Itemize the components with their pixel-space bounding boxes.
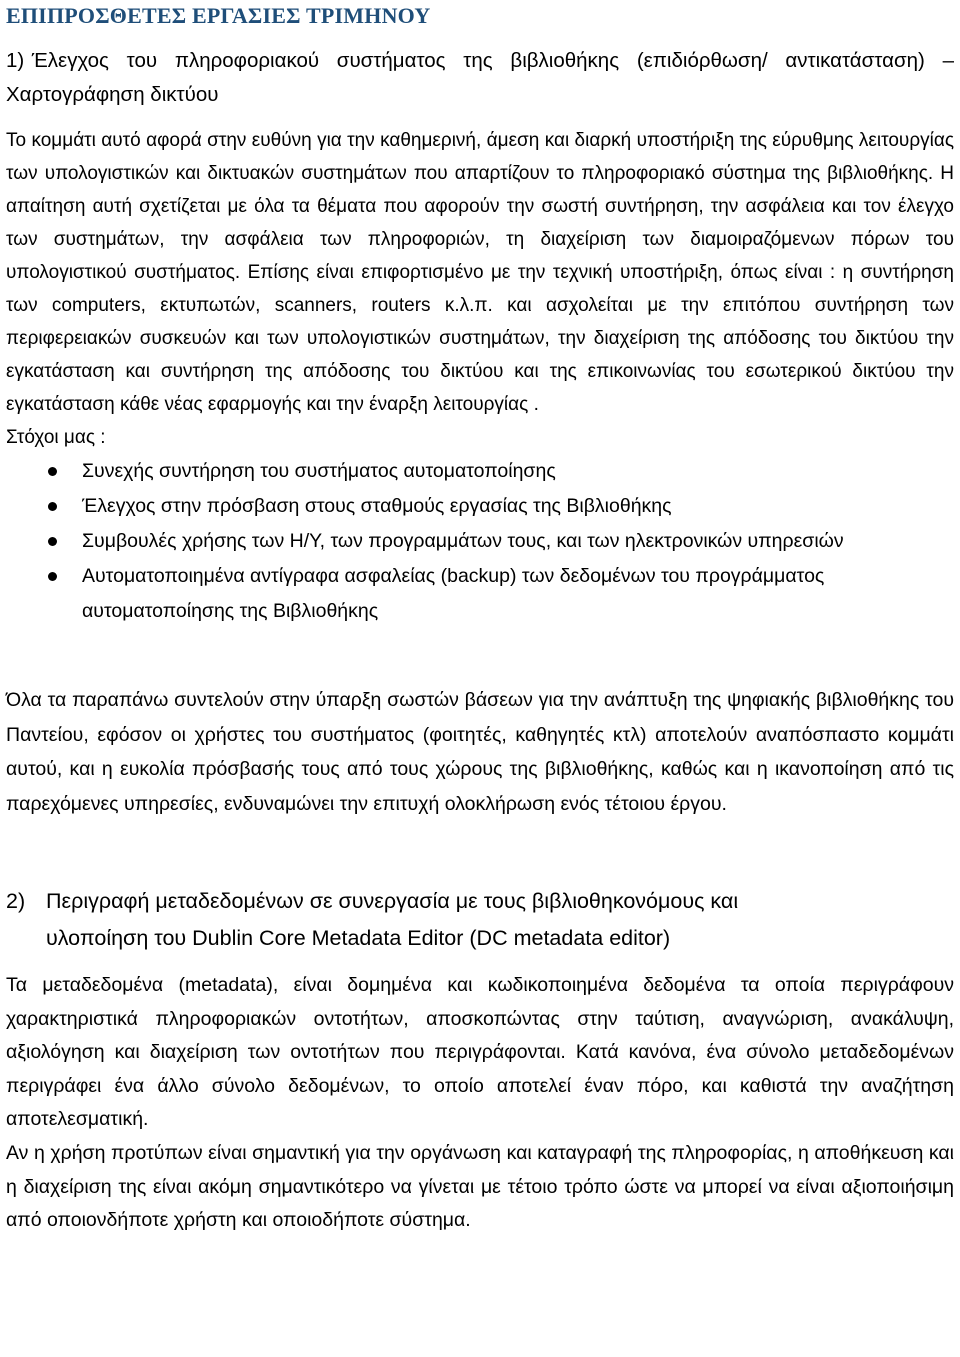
section2-number: 2) <box>6 889 26 913</box>
section1-heading-text: Έλεγχος του πληροφοριακού συστήματος της βιβλιοθήκης (επιδιόρθωση/ αντικατάσταση) – Χαρτογράφηση δικτύου <box>6 49 954 106</box>
section1-paragraph: Το κομμάτι αυτό αφορά στην ευθύνη για την καθημερινή, άμεση και διαρκή υποστήριξη της εύρυθμης λειτουργίας των υπολογιστικών και δικτυακών συστημάτων που απαρτίζουν το πληροφοριακό σύστημα της βιβλιοθήκης. Η απαίτηση αυτή σχετίζεται με όλα τα θέματα που αφορούν την σωστή συντήρηση, την ασφάλεια και τον έλεγχο των συστημάτων, την ασφάλεια των πληροφοριών, τη διαχείριση των διαμοιραζόμενων πόρων του υπολογιστικού συστήματος. Επίσης είναι επιφορτισμένο με την τεχνική υποστήριξη, όπως είναι : η συντήρηση των computers, εκτυπωτών, scanners, routers κ.λ.π. και ασχολείται με την επιτόπου συντήρηση των περιφερειακών συσκευών και των υπολογιστικών συστημάτων, την διαχείριση της απόδοσης του δικτύου την εγκατάσταση και συντήρηση της απόδοσης του δικτύου και της επικοινωνίας του εσωτερικού δικτύου την εγκατάσταση κάθε νέας εφαρμογής και την έναρξη λειτουργίας . <box>6 130 954 415</box>
bullet-icon <box>48 502 57 511</box>
list-item: Αυτοματοποιημένα αντίγραφα ασφαλείας (backup) των δεδομένων του προγράμματος αυτοματοποίησης της Βιβλιοθήκης <box>6 559 954 629</box>
list-item: Συμβουλές χρήσης των Η/Υ, των προγραμμάτων τους, και των ηλεκτρονικών υπηρεσιών <box>6 524 954 559</box>
goals-list <box>6 454 954 629</box>
bullet-icon <box>48 572 57 581</box>
list-item: Συνεχής συντήρηση του συστήματος αυτοματοποίησης <box>6 454 954 489</box>
document-title: ΕΠΙΠΡΟΣΘΕΤΕΣ ΕΡΓΑΣΙΕΣ ΤΡΙΜΗΝΟΥ <box>6 3 431 28</box>
section1-conclusion: Όλα τα παραπάνω συντελούν στην ύπαρξη σωστών βάσεων για την ανάπτυξη της ψηφιακής βιβλιοθήκης του Παντείου, εφόσον οι χρήστες του συστήματος (φοιτητές, καθηγητές κτλ) αποτελούν αναπόσπαστο κομμάτι αυτού, και η ευκολία πρόσβασής τους από τους χώρους της βιβλιοθήκης, καθώς και η ικανοποίηση από τις παρεχόμενες υπηρεσίες, ενδυναμώνει την επιτυχή ολοκλήρωση ενός τέτοιου έργου. <box>6 689 954 815</box>
bullet-icon <box>48 537 57 546</box>
section1-heading: 1) Έλεγχος του πληροφοριακού συστήματος της βιβλιοθήκης (επιδιόρθωση/ αντικατάσταση) – Χαρτογράφηση δικτύου <box>6 49 954 106</box>
section2-paragraph1: Τα μεταδεδομένα (metadata), είναι δομημένα και κωδικοποιημένα δεδομένα τα οποία περιγράφουν χαρακτηριστικά πληροφοριακών οντοτήτων, αποσκοπώντας στην ταύτιση, αναγνώριση, ανακάλυψη, αξιολόγηση και διαχείριση των οντοτήτων που περιγράφονται. Κατά κανόνα, ένα σύνολο μεταδεδομένων περιγράφει ένα άλλο σύνολο δεδομένων, το οποίο αποτελεί έναν πόρο, και καθιστά την αναζήτηση αποτελεσματική. <box>6 974 954 1131</box>
section2-heading-line1: Περιγραφή μεταδεδομένων σε συνεργασία με τους βιβλιοθηκονόμους και <box>46 889 739 913</box>
section2-paragraph2: Αν η χρήση προτύπων είναι σημαντική για την οργάνωση και καταγραφή της πληροφορίας, η αποθήκευση και η διαχείριση της είναι ακόμη σημαντικότερο να γίνεται με τέτοιο τρόπο ώστε να μπορεί να είναι αξιοποιήσιμη από οποιονδήποτε χρήστη και οποιοδήποτε σύστημα. <box>6 1141 954 1232</box>
goals-label: Στόχοι μας : <box>6 427 106 448</box>
bullet-icon <box>48 467 57 476</box>
section2-heading-line2: υλοποίηση του Dublin Core Metadata Editor (DC metadata editor) <box>46 926 671 950</box>
section2-heading <box>6 883 954 957</box>
list-item: Έλεγχος στην πρόσβαση στους σταθμούς εργασίας της Βιβλιοθήκης <box>6 489 954 524</box>
